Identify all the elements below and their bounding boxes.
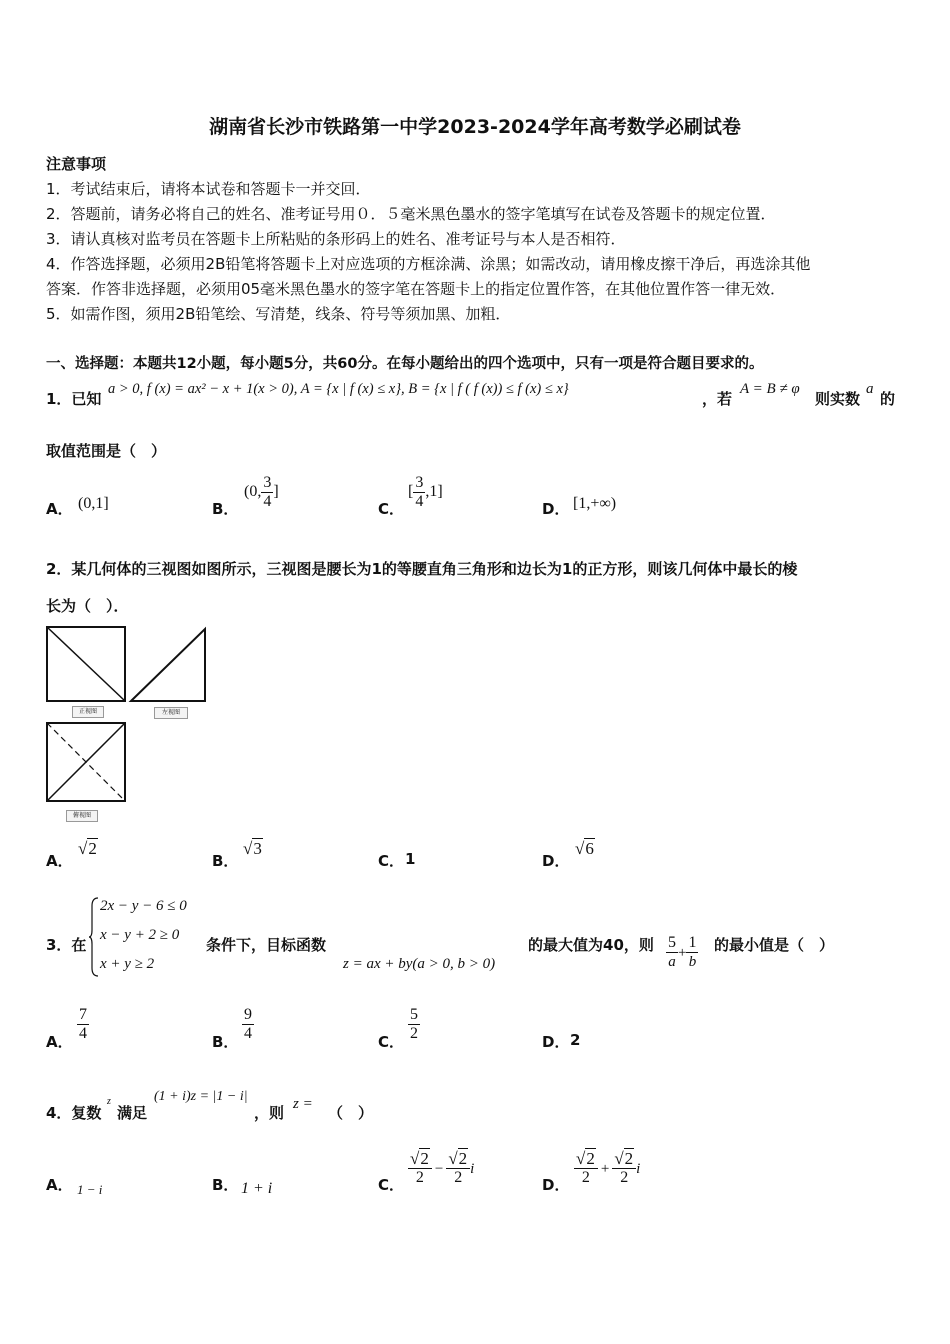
q3-option-c-num: 5: [410, 1006, 418, 1023]
q1-option-a-value: (0,1]: [78, 495, 109, 512]
q1-option-b-den: 4: [263, 493, 272, 510]
q3-option-c-den: 2: [410, 1025, 418, 1042]
q2-option-d-label: D．: [542, 852, 570, 870]
front-view-caption: 正视图: [72, 706, 104, 718]
q3-plus: +: [678, 945, 687, 961]
q3-prefix: 3．在: [46, 936, 87, 954]
notice-heading: 注意事项: [46, 155, 107, 173]
q4-mid: 满足: [117, 1104, 148, 1122]
q4-option-d-frac-1: [574, 1150, 598, 1187]
q1-suffix: 则实数: [815, 390, 861, 408]
q2-option-c-label: C．: [378, 852, 405, 870]
q3-option-b-value: [242, 1006, 254, 1043]
q4-end: （ ）: [328, 1104, 374, 1122]
q4-option-c-op: −: [434, 1161, 444, 1177]
q2-line2: 长为（ ）．: [46, 597, 129, 615]
q4-option-c-den-2: 2: [454, 1169, 463, 1186]
three-view-figure: [42, 622, 217, 807]
q4-prefix: 4．复数: [46, 1104, 102, 1122]
q3-option-c-value: [408, 1006, 420, 1043]
q3-option-d-value: 2: [570, 1031, 581, 1049]
q1-option-a-label: A．: [46, 500, 73, 518]
q1-option-c-frac: [413, 474, 425, 511]
q1-option-d-label: D．: [542, 500, 570, 518]
q3-option-a-label: A．: [46, 1033, 73, 1051]
q3-option-a-den: 4: [79, 1025, 87, 1042]
notice-item-5: 5．如需作图，须用2B铅笔绘、写清楚，线条、符号等须加黑、加粗．: [46, 305, 511, 323]
q4-option-d-rad-1: 2: [586, 1149, 595, 1168]
q3-target-expr: [666, 934, 698, 971]
q4-option-c-i: i: [470, 1161, 475, 1177]
q4-option-c-frac-1: [408, 1150, 432, 1187]
top-view-caption: 俯视图: [66, 810, 98, 822]
q1-option-b-label: B．: [212, 500, 239, 518]
q2-option-b-label: B．: [212, 852, 239, 870]
q4-tail: ，则: [254, 1104, 285, 1122]
q1-option-b-post: ]: [273, 483, 279, 501]
q2-option-b-value: √3: [243, 839, 262, 858]
q4-option-d-den-2: 2: [620, 1169, 629, 1186]
q4-equation: (1 + i)z = |1 − i|: [154, 1089, 248, 1104]
q1-option-d-value: [1,+∞): [573, 495, 617, 512]
q3-end: 的最小值是（ ）: [714, 936, 835, 954]
q3-option-b-label: B．: [212, 1033, 239, 1051]
q4-option-a-label: A．: [46, 1176, 73, 1194]
q1-option-c-den: 4: [415, 493, 424, 510]
q3-frac-2: [686, 934, 698, 971]
q3-option-b-den: 4: [244, 1025, 252, 1042]
q4-option-c-num-2: √2: [446, 1150, 470, 1169]
q2-option-a-rad: 2: [88, 839, 97, 858]
q4-option-d-label: D．: [542, 1176, 570, 1194]
front-view-diagonal: [47, 627, 125, 701]
q3-frac-1: [666, 934, 678, 971]
q4-option-c-label: C．: [378, 1176, 405, 1194]
q2-option-a-value: √2: [78, 839, 97, 858]
q4-option-b-value: 1 + i: [241, 1180, 273, 1197]
q4-option-c-frac-2: [446, 1150, 470, 1187]
q4-option-d-num-2: √2: [612, 1150, 636, 1169]
q3-frac-2-num: 1: [688, 934, 697, 951]
notice-item-4-cont: 答案．作答非选择题，必须用05毫米黑色墨水的签字笔在答题卡上的指定位置作答，在其他位置作答一律无效．: [46, 280, 786, 298]
q1-expr: a > 0, f (x) = ax² − x + 1(x > 0), A = {x | f (x) ≤ x}, B = {x | f ( f (x)) ≤ f (x) ≤ x}: [108, 381, 569, 397]
q1-option-b-num: 3: [263, 474, 272, 491]
q3-constraint-2: x − y + 2 ≥ 0: [100, 927, 180, 943]
q3-frac-1-den: a: [668, 954, 676, 970]
page-title: 湖南省长沙市铁路第一中学2023-2024学年高考数学必刷试卷: [209, 116, 741, 138]
q1-option-c-num: 3: [415, 474, 424, 491]
q1-cond: A = B ≠ φ: [740, 381, 800, 397]
notice-item-1: 1．考试结束后，请将本试卷和答题卡一并交回．: [46, 180, 371, 198]
side-view-caption: 左视图: [154, 707, 188, 719]
q1-prefix: 1．已知: [46, 390, 102, 408]
q3-mid: 条件下，目标函数: [206, 936, 327, 954]
q4-option-d-frac-2: [612, 1150, 636, 1187]
side-view-triangle: [131, 629, 205, 701]
q1-mid: ，若: [702, 390, 733, 408]
q2-option-d-rad: 6: [585, 839, 594, 858]
notice-item-2: 2．答题前，请务必将自己的姓名、准考证号用０．５毫米黑色墨水的签字笔填写在试卷及答题卡的规定位置．: [46, 205, 776, 223]
q3-option-c-label: C．: [378, 1033, 405, 1051]
q4-option-b-label: B．: [212, 1176, 239, 1194]
q4-option-c-rad-1: 2: [420, 1149, 429, 1168]
q1-option-b-value: [244, 474, 279, 511]
q3-option-d-label: D．: [542, 1033, 570, 1051]
q3-tail: 的最大值为40，则: [528, 936, 654, 954]
q3-frac-1-num: 5: [668, 934, 676, 951]
q1-end: 的: [880, 390, 896, 408]
q4-option-d-rad-2: 2: [624, 1149, 634, 1168]
q4-option-d-num-1: √2: [574, 1150, 598, 1169]
q1-option-c-value: [408, 474, 443, 511]
q1-option-b-pre: (0,: [244, 483, 262, 501]
q2-option-b-rad: 3: [253, 839, 262, 858]
q3-brace: [88, 896, 100, 978]
q4-option-d-value: [574, 1150, 640, 1187]
q3-option-a-num: 7: [79, 1006, 87, 1023]
q4-var: z: [107, 1096, 111, 1107]
q3-constraint-1: 2x − y − 6 ≤ 0: [100, 898, 187, 914]
q3-constraint-3: x + y ≥ 2: [100, 956, 155, 972]
q3-frac-2-den: b: [688, 954, 697, 970]
q4-option-d-den-1: 2: [581, 1169, 590, 1186]
q4-option-d-op: +: [600, 1161, 610, 1177]
q1-option-c-label: C．: [378, 500, 405, 518]
notice-item-3: 3．请认真核对监考员在答题卡上所粘贴的条形码上的姓名、准考证号与本人是否相符．: [46, 230, 626, 248]
q2-line1: 2．某几何体的三视图如图所示，三视图是腰长为1的等腰直角三角形和边长为1的正方形，则该几何体中最长的棱: [46, 560, 798, 578]
q1-option-b-frac: [261, 474, 273, 511]
q1-var: a: [866, 381, 874, 397]
notice-item-4: 4．作答选择题，必须用2B铅笔将答题卡上对应选项的方框涂满、涂黑；如需改动，请用橡皮擦干净后，再选涂其他: [46, 255, 811, 273]
q4-option-d-i: i: [636, 1161, 641, 1177]
q1-line2: 取值范围是（ ）: [46, 442, 167, 460]
q4-option-c-rad-2: 2: [458, 1149, 468, 1168]
q4-option-c-den-1: 2: [415, 1169, 424, 1186]
q3-option-a-value: [77, 1006, 89, 1043]
q2-option-c-value: 1: [405, 850, 416, 868]
q2-option-d-value: √6: [575, 839, 594, 858]
q4-option-c-num-1: √2: [408, 1150, 432, 1169]
q4-option-a-value: 1 − i: [77, 1182, 103, 1197]
q4-eqz: z =: [293, 1096, 313, 1112]
section-heading: 一、选择题：本题共12小题，每小题5分，共60分。在每小题给出的四个选项中，只有一项是符合题目要求的。: [46, 356, 764, 372]
q2-option-a-label: A．: [46, 852, 73, 870]
q1-option-c-post: ,1]: [425, 483, 443, 501]
q4-option-c-value: [408, 1150, 474, 1187]
q1-option-c-pre: [: [408, 483, 414, 501]
q3-option-b-num: 9: [244, 1006, 252, 1023]
q3-objective: z = ax + by(a > 0, b > 0): [343, 956, 496, 972]
